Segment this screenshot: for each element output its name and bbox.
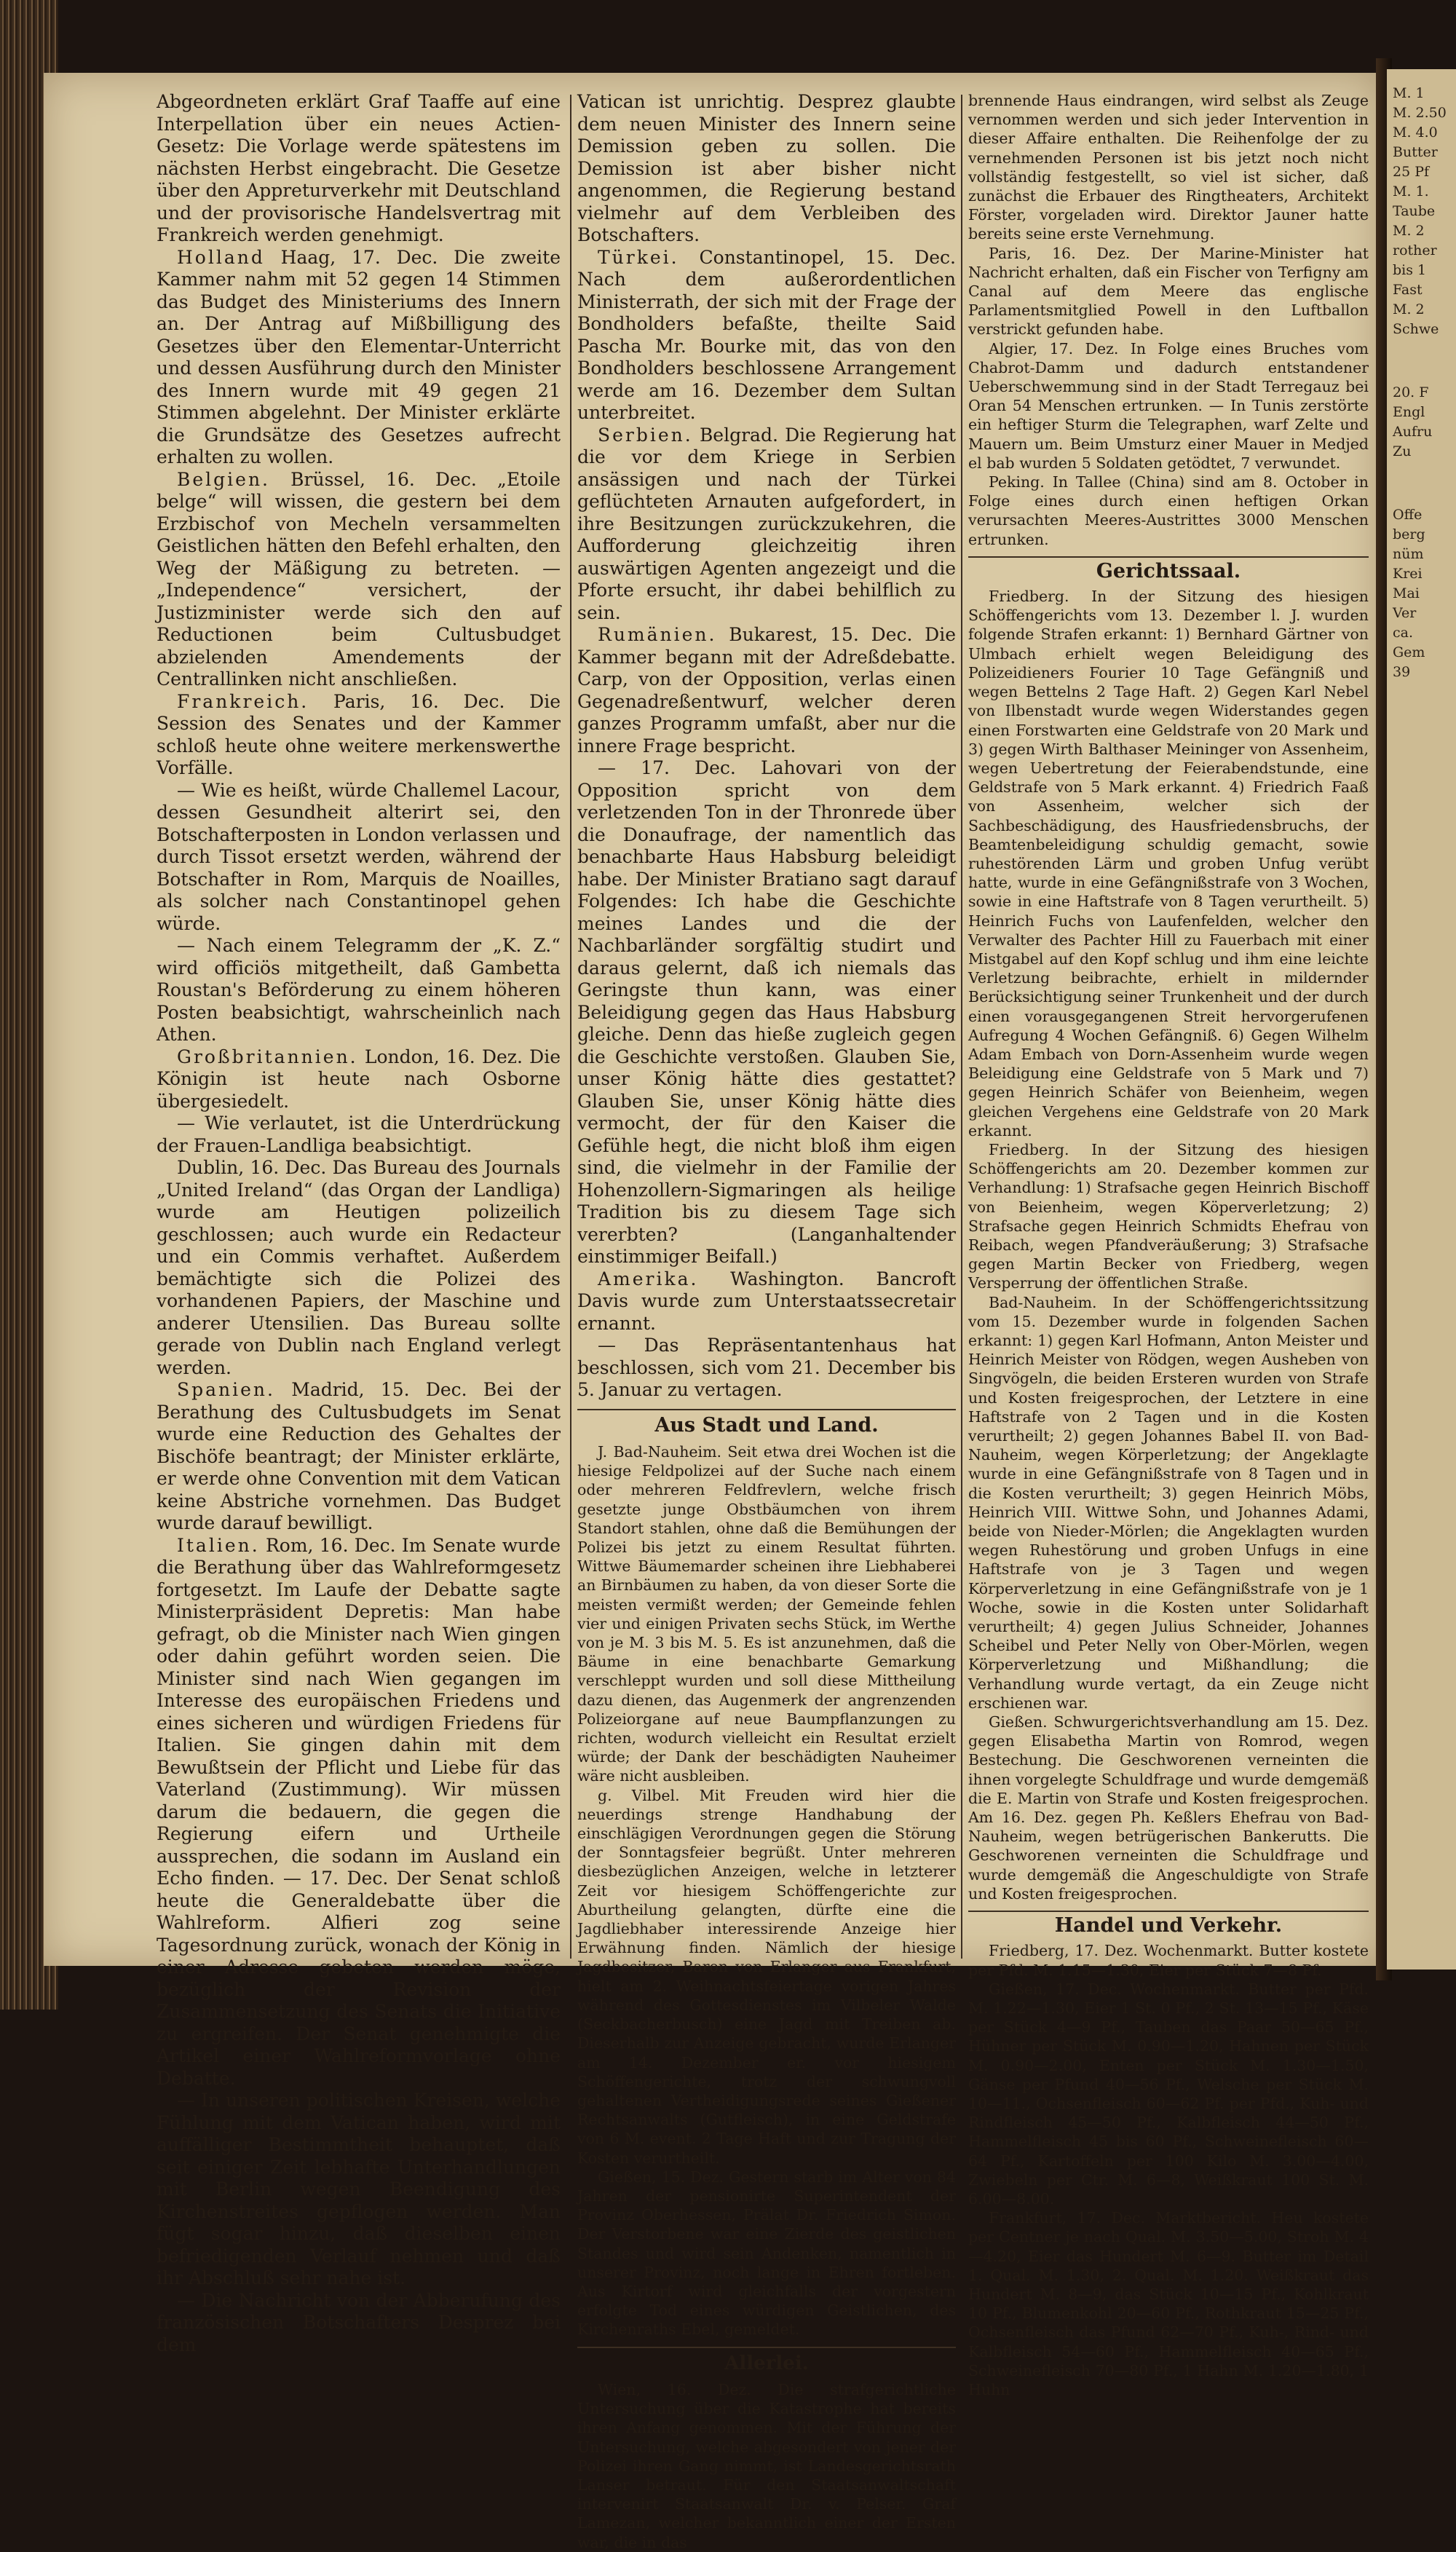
next-page-line: Offe	[1393, 507, 1423, 523]
next-page-line: M. 2	[1393, 301, 1425, 317]
next-page-line: nüm	[1393, 546, 1424, 562]
next-page-line: Zu	[1393, 443, 1412, 459]
section-heading-miscellany: Allerlei.	[577, 2347, 956, 2375]
court-giessen: Gießen. Schwurgerichtsverhandlung am 15. Dez. gegen Elisabetha Martin von Romrod, wegen Bestechung. Die Geschworenen verneinten die ihnen vorgelegte Schuldfrage und wurde demgemäß die E. Martin von Strafe und Kosten freigesprochen. Am 16. Dez. gegen Ph. Keßlers Ehefrau von Bad-Nauheim, wegen betrügerischen Bankerutts. Die Geschworenen verneinten die Schuldfrage und wurde demgemäß die Angeschuldigte von Strafe und Kosten freigesprochen.	[968, 1713, 1369, 1903]
section-heading-court: Gerichtssaal.	[968, 556, 1369, 581]
next-page-line: Taube	[1393, 203, 1436, 219]
article-nauheim: J. Bad-Nauheim. Seit etwa drei Wochen ist die hiesige Feldpolizei auf der Suche nach einem oder mehreren Feldfrevlern, welche frisch gesetzte junge Obstbäumchen von ihrem Standort stahlen, ohne daß die Bemühungen der Polizei bis jetzt zu einem Resultat führten. Wittwe Bäumemarder scheinen ihre Liebhaberei an Birnbäumen zu haben, da von dieser Sorte die meisten vermißt werden; der Gemeinde fehlen vier und einigen Privaten sechs Stück, im Werthe von je M. 3 bis M. 5. Es ist anzunehmen, daß die Bäume in eine benachbarte Gemarkung verschleppt wurden und soll diese Mittheilung dazu dienen, das Augenmerk der angrenzenden Polizeiorgane auf neue Baumpflanzungen zu richten, wodurch vielleicht ein Resultat erzielt würde; der Dank der beschädigten Nauheimer wäre nicht ausbleiben.	[577, 1443, 956, 1785]
article-serbia: Serbien. Belgrad. Die Regierung hat die vor dem Kriege in Serbien ansässigen und nach der Türkei geflüchteten Arnauten aufgefordert, in ihre Besitzungen zurückzukehren, die Aufforderung gleichzeitig ihren auswärtigen Agenten angezeigt und die Pforte ersucht, ihr dabei behilflich zu sein.	[577, 424, 956, 623]
article-peking: Peking. In Tallee (China) sind am 8. October in Folge eines durch einen heftigen Orkan verursachten Meeres-Austrittes 3000 Menschen ertrunken.	[968, 473, 1369, 548]
next-page-line: Butter	[1393, 144, 1438, 160]
next-page-line: bis 1	[1393, 262, 1427, 278]
article-paris: Paris, 16. Dez. Der Marine-Minister hat Nachricht erhalten, daß ein Fischer von Terfigny am Canal auf dem Meere das englische Parlamentsmitglied Powell in den Luftballon verstrickt gefunden habe.	[968, 244, 1369, 339]
article-britain-2: — Wie verlautet, ist die Unterdrückung der Frauen-Landliga beabsichtigt.	[157, 1113, 561, 1156]
next-page-line: Ver	[1393, 605, 1417, 621]
next-page-line: Schwe	[1393, 321, 1439, 337]
next-page-line: 20. F	[1393, 384, 1429, 400]
article-algiers: Algier, 17. Dez. In Folge eines Bruches vom Chabrot-Damm und dadurch entstandener Ueberschwemmung sind in der Stadt Terregauz bei Oran 54 Menschen ertrunken. — In Tunis zerstörte ein heftiger Sturm die Telegraphen, warf Zelte und Mauern um. Beim Umsturz einer Mauer in Medjed el bab wurden 5 Soldaten getödtet, 7 verwundet.	[968, 339, 1369, 472]
next-page-line: M. 2	[1393, 223, 1425, 239]
section-heading-city-country: Aus Stadt und Land.	[577, 1409, 956, 1437]
article-dublin: Dublin, 16. Dec. Das Bureau des Journals „United Ireland“ (das Organ der Landliga) wurde am Heutigen polizeilich geschlossen; auch wurde ein Redacteur und ein Commis verhaftet. Außerdem bemächtigte sich die Polizei des vorhandenen Papiers, der Maschine und anderer Utensilien. Das Bureau sollte gerade von Dublin nach England verlegt werden.	[157, 1157, 561, 1378]
next-page-line: Krei	[1393, 566, 1423, 582]
court-friedberg-2: Friedberg. In der Sitzung des hiesigen Schöffengerichts am 20. Dezember kommen zur Verhandlung: 1) Strafsache gegen Heinrich Bischoff von Beienheim, wegen Köperverletzung; 2) Strafsache gegen Heinrich Schmidts Ehefrau von Reibach, wegen Pfandveräußerung; 3) Strafsache gegen Martin Becker von Friedberg, wegen Versperrung der öffentlichen Straße.	[968, 1140, 1369, 1292]
article-spain: Spanien. Madrid, 15. Dec. Bei der Berathung des Cultusbudgets im Senat wurde eine Reduction des Gehaltes der Bischöfe beantragt; der Minister erklärte, er werde ohne Convention mit dem Vatican keine Abstriche vornehmen. Das Budget wurde darauf bewilligt.	[157, 1379, 561, 1533]
article-holland: Holland Haag, 17. Dec. Die zweite Kammer nahm mit 52 gegen 14 Stimmen das Budget des Ministeriums des Innern an. Der Antrag auf Mißbilligung des Gesetzes über den Elementar-Unterricht und dessen Ausführung durch den Minister des Innern wurde mit 49 gegen 21 Stimmen abgelehnt. Der Minister erklärte die Grundsätze des Gesetzes aufrecht erhalten zu wollen.	[157, 246, 561, 467]
market-giessen: Gießen, 17. Dec. Wochenmarkt. Butter per Pfd. M. 1.22—1.30, Eier 1 St. 0 Pf., 2 St. 13—15 Pf., Käse per Stück 4—9 Pf., Tauben das Paar 50—65 Pf., Hühner per Stück M. 0.90—1.20, Hahnen per Stück M. 0.90—2.00, Enten per Stück M. 1.30—1.50, Gänse per Pfund 40—56 Pf., Welsche per Stück M. 10—11., Ochsenfleisch 60—62 Pf. per Pfd., Kuh- und Rindfleisch 45—50 Pf., Kalbfleisch 44—50 Pf., Hammelfleisch 45 bis 60 Pf., Schweinefleisch 60—64 Pf., Kartoffeln per 100 Kilo M. 3.00—4.00, Zwiebeln per Ctr. M. 6—8, Weißkraut 100 St. M. 6.00—8.00.	[968, 1980, 1369, 2208]
next-page-line: M. 1.	[1393, 183, 1429, 200]
next-page-line: M. 1	[1393, 85, 1425, 101]
article-vienna: Wien, 16. Dez. Die strafgerichtliche Untersuchung über die Katastrophe hat bereits ihren Anfang genommen. Mit der Führung der Untersuchung, welche abgesondert von jener der Polizei ihren Gang nimmt, ist Landesgerichtsrath Lanser betraut. Für den Staatsanwaltschaft intervenirt Staatsanwalt Dr. v. Pelser. Graf Lamezan, welcher bekanntlich einer der Ersten war, die in das	[577, 2381, 956, 2551]
article-france-2: — Wie es heißt, würde Challemel Lacour, dessen Gesundheit alterirt sei, den Botschafterposten in London verlassen und durch Tissot ersetzt werden, während der Botschafter in Rom, Marquis de Noailles, als solcher nach Constantinopel gehen würde.	[157, 779, 561, 934]
next-page-line: Fast	[1393, 282, 1423, 298]
next-page-fragment	[1387, 69, 1456, 1970]
article-britain: Großbritannien. London, 16. Dez. Die Königin ist heute nach Osborne übergesiedelt.	[157, 1046, 561, 1112]
column-local	[968, 91, 1369, 2398]
article-france-3: — Nach einem Telegramm der „K. Z.“ wird officiös mitgetheilt, daß Gambetta Roustan's Beförderung zu einem höheren Posten beabsichtigt, wahrscheinlich nach Athen.	[157, 935, 561, 1045]
article-italy-2: — In unseren politischen Kreisen, welche Fühlung mit dem Vatican haben, wird mit auffälliger Bestimmtheit behauptet, daß seit einiger Zeit lebhafte Unterhandlungen mit Berlin wegen Beendigung des Kirchenstreites gepflogen werden. Man fügt sogar hinzu, daß dieselben einen befriedigenden Verlauf nehmen und daß ihr Abschluß sehr nahe ist.	[157, 2090, 561, 2288]
article-italy-3: — Die Nachricht von der Abberufung des französischen Botschafters Desprez bei dem	[157, 2289, 561, 2355]
next-page-line: Engl	[1393, 404, 1425, 420]
article-italy: Italien. Rom, 16. Dec. Im Senate wurde die Berathung über das Wahlreformgesetz fortgesetzt. Im Laufe der Debatte sagte Ministerpräsident Depretis: Man habe gefragt, ob die Minister nach Wien gingen oder dahin geführt worden seien. Die Minister sind nach Wien gegangen im Interesse des europäischen Friedens und eines sicheren und würdigen Friedens für Italien. Sie gingen dahin mit dem Bewußtsein der Pflicht und Liebe für das Vaterland (Zustimmung). Wir müssen darum die bedauern, die gegen die Regierung eifern und Urtheile aussprechen, die sodann im Ausland ein Echo finden. — 17. Dec. Der Senat schloß heute die Generaldebatte über die Wahlreform. Alfieri zog seine Tagesordnung zurück, wonach der König in einer Adresse gebeten werden möge, bezüglich der Revision der Zusammensetzung des Senats die Initiative zu ergreifen. Der Senat genehmigte die Artikel einer Wahlreformvorlage ohne Debatte.	[157, 1534, 561, 2089]
next-page-line: 25 Pf	[1393, 164, 1430, 180]
article-vatican-cont: Vatican ist unrichtig. Desprez glaubte dem neuen Minister des Innern seine Demission geben zu sollen. Die Demission ist aber bisher nicht angenommen, die Regierung bestand vielmehr auf dem Verbleiben des Botschafters.	[577, 91, 956, 245]
next-page-line: Gem	[1393, 644, 1425, 660]
article-vilbel: g. Vilbel. Mit Freuden wird hier die neuerdings strenge Handhabung der einschlägigen Verordnungen gegen die Störung der Sonntagsfeier begrüßt. Unter mehreren diesbezüglichen Anzeigen, welche in letzterer Zeit vor hiesigem Schöffengerichte zur Aburtheilung gelangten, dürfte eine die Jagdliebhaber interessirende Anzeige hier Erwähnung finden. Nämlich der hiesige Jagdbesitzer, Baron von Erlanger aus Frankfurt, hielt am 2. Weihnachtsfeiertage vorigen Jahres während des Gottesdienstes im Vilbeler Walde (Seckbacherbusch) eine Jagd mit Treiben ab. Dieserhalb zur Anzeige gebracht, wurde Erlanger am 14. Dezember er. vor hiesigem Schöffengerichte, trotz der schwungvoll gehaltenen Vertheidigungsrede seines Gießener Rechtsanwalts (Gutfleisch), in eine Geldstrafe von 6 M. event. 2 Tage Haft und zur Tragung der Kosten verurtheilt.	[577, 1786, 956, 2167]
article-america: Amerika. Washington. Bancroft Davis wurde zum Unterstaatssecretair ernannt.	[577, 1268, 957, 1334]
next-page-line: ca.	[1393, 625, 1414, 641]
market-friedberg: Friedberg, 17. Dez. Wochenmarkt. Butter kostete per Pfd. M. 1.15—1.30, Eier per Stück 7—8 Pf.	[968, 1942, 1369, 1979]
next-page-line: Mai	[1393, 585, 1420, 601]
next-page-line: M. 2.50	[1393, 105, 1447, 121]
next-page-text	[1387, 69, 1456, 682]
article-turkey: Türkei. Constantinopel, 15. Dec. Nach dem außerordentlichen Ministerrath, der sich mit der Frage der Bondholders befaßte, theilte Said Pascha Mr. Bourke mit, das von den Bondholders beschlossene Arrangement werde am 16. Dezember dem Sultan unterbreitet.	[577, 246, 956, 423]
column-politics-1	[157, 91, 561, 2355]
column-rule	[961, 95, 962, 1959]
article-austria: Abgeordneten erklärt Graf Taaffe auf eine Interpellation über ein neues Actien-Gesetz: Die Vorlage werde spätestens im nächsten Herbst eingebracht. Die Gesetze über den Appreturverkehr mit Deutschland und der provisorische Handelsvertrag mit Frankreich werden genehmigt.	[157, 91, 561, 245]
article-romania-2: — 17. Dec. Lahovari von der Opposition spricht von dem verletzenden Ton in der Thronrede über die Donaufrage, der namentlich das benachbarte Haus Habsburg beleidigt habe. Der Minister Bratiano sagt darauf Folgendes: Ich habe die Geschichte meines Landes und die der Nachbarländer sorgfältig studirt und daraus gelernt, daß ich niemals das Geringste thun kann, was einer Beleidigung gegen das Haus Habsburg gleiche. Denn das hieße zugleich gegen die Geschichte verstoßen. Glauben Sie, unser König hätte dies gestattet? Glauben Sie, unser König hätte dies vermocht, der für den Kaiser die Gefühle hegt, die nicht bloß ihm eigen sind, die vielmehr in der Familie der Hohenzollern-Sigmaringen als heilige Tradition bis zu diesem Tage sich vererbten? (Langanhaltender einstimmiger Beifall.)	[577, 757, 956, 1267]
article-romania: Rumänien. Bukarest, 15. Dec. Die Kammer begann mit der Adreßdebatte. Carp, von der Opposition, verlas einen Gegenadreßentwurf, welcher deren ganzes Programm umfaßt, aber nur die innere Frage bespricht.	[577, 624, 956, 756]
article-giessen: Gießen, 15. Dez. Gestern starb im Alter von 84 Jahren der pensionirte Superintendent der Provinz Oberhessen, Prälat Dr. Friedrich Simon. Der Verstorbene war eine Zierde des geistlichen Standes und wird sein Andenken, namentlich in unserer Provinz, noch lange in Ehren fortleben. Aus Kirtorf wird gleichfalls der vorgestern erfolgte Tod eines würdigen Geistlichen, des Kirchenraths Ebel, gemeldet.	[577, 2168, 956, 2339]
next-page-line: 39	[1393, 664, 1411, 680]
article-france: Frankreich. Paris, 16. Dec. Die Session des Senates und der Kammer schloß heute ohne weitere merkenswerthe Vorfälle.	[157, 690, 561, 778]
next-page-line: Aufru	[1393, 424, 1433, 440]
next-page-line: M. 4.0	[1393, 125, 1438, 141]
article-america-2: — Das Repräsentantenhaus hat beschlossen, sich vom 21. December bis 5. Januar zu vertagen.	[577, 1335, 956, 1400]
section-heading-trade: Handel und Verkehr.	[968, 1911, 1369, 1935]
article-vienna-cont: brennende Haus eindrangen, wird selbst als Zeuge vernommen werden und sich jeder Intervention in dieser Affaire enthalten. Die Reihenfolge der zu vernehmenden Personen ist bis jetzt noch nicht vollständig festgestellt, so viel ist sicher, daß zunächst die Erbauer des Ringtheaters, Architekt Förster, vorgeladen wird. Direktor Jauner hatte bereits seine erste Vernehmung.	[968, 92, 1369, 243]
column-politics-2	[577, 91, 957, 2551]
court-friedberg-1: Friedberg. In der Sitzung des hiesigen Schöffengerichts vom 13. Dezember l. J. wurden folgende Strafen erkannt: 1) Bernhard Gärtner von Ulmbach erhielt wegen Beleidigung des Polizeidieners Fourier 10 Tage Gefängniß und wegen Bettelns 2 Tage Haft. 2) Gegen Karl Nebel von Ilbenstadt wurde wegen Widerstandes gegen einen Forstwarten eine Geldstrafe von 20 Mark und 3) gegen Wirth Balthaser Meininger von Assenheim, wegen Uebertretung der Feierabendstunde, eine Geldstrafe von 5 Mark erkannt. 4) Friedrich Faaß von Assenheim, welcher sich der Sachbeschädigung, des Hausfriedensbruchs, der Beamtenbeleidigung schuldig gemacht, sowie ruhestörenden Lärm und groben Unfug verübt hatte, wurde in eine Gefängnißstrafe von 3 Wochen, sowie in eine Haftstrafe von 8 Tagen verurtheilt. 5) Heinrich Fuchs von Laufenfelden, welcher den Verwalter des Pachter Hill zu Fauerbach mit einer Mistgabel auf den Kopf schlug und ihm eine leichte Verletzung beibrachte, erhielt in mildernder Berücksichtigung seiner Trunkenheit und der durch einen vorausgegangenen Streit hervorgerufenen Aufregung 4 Wochen Gefängniß. 6) Gegen Wilhelm Adam Embach von Dorn-Assenheim wurde wegen Beleidigung eine Geldstrafe von 5 Mark und 7) gegen Heinrich Schäfer von Beienheim, wegen gleichen Vergehens eine Geldstrafe von 20 Mark erkannt.	[968, 588, 1369, 1139]
next-page-line: berg	[1393, 526, 1425, 542]
column-rule	[570, 95, 571, 1959]
article-belgium: Belgien. Brüssel, 16. Dec. „Etoile belge“ will wissen, die gestern bei dem Erzbischof von Mecheln versammelten Geistlichen hätten den Befehl erhalten, den Weg der Mäßigung zu betreten. — „Independence“ versichert, der Justizminister werde sich den auf Reductionen beim Cultusbudget abzielenden Amendements der Centrallinken nicht anschließen.	[157, 468, 561, 690]
market-frankfurt: Frankfurt, 17. Dec. Marktbericht. Heu kostete per Centner je nach Qual. M. 3.50—5.00, Stroh M. 4—4.20, Eier das Hundert M. 6—9. Butter im Detail 1. Qual. M. 1.30, 2. Qual. M. 1.20. Weißkraut das Hundert M. 8—9, das Stück 10—15 Pf., Kohlkraut 10 Pf., Blumenkohl 20—60 Pf., Rothkraut 15—25 Pf., Ochsenfleisch das Pfund 62—70 Pf., Kuh-, Rind- und Kalbfleisch 54—60 Pf., Hammelfleisch 40—65 Pf., Schweinefleisch 70—80 Pf., 1 Hahn M. 1.20—1.80, 1 Huhn	[968, 2209, 1369, 2398]
court-nauheim: Bad-Nauheim. In der Schöffengerichtssitzung vom 15. Dezember wurde in folgenden Sachen erkannt: 1) gegen Karl Hofmann, Anton Meister und Heinrich Meister von Rödgen, wegen Ausheben von Singvögeln, die beiden Ersteren wurden von Strafe und Kosten freigesprochen, der Letztere in eine Haftstrafe von 2 Tagen und in die Kosten verurtheilt; 2) gegen Johannes Babel II. von Bad-Nauheim, wegen Körperletzung; der Angeklagte wurde in eine Gefängnißstrafe von 8 Tagen und in die Kosten verurtheilt; 3) gegen Heinrich Möbs, Heinrich VIII. Wittwe Sohn, und Johannes Adami, beide von Nieder-Mörlen; die Angeklagten wurden wegen Ruhestörung und groben Unfugs in eine Haftstrafe von je 3 Tagen und wegen Körperverletzung in eine Gefängnißstrafe von je 1 Woche, sowie in die Kosten unter Solidarhaft verurtheilt; 4) gegen Julius Schneider, Johannes Scheibel und Peter Nelly von Ober-Mörlen, wegen Körperverletzung und Mißhandlung; die Verhandlung wurde vertagt, da ein Zeuge nicht erschienen war.	[968, 1293, 1369, 1712]
next-page-line: rother	[1393, 242, 1437, 258]
